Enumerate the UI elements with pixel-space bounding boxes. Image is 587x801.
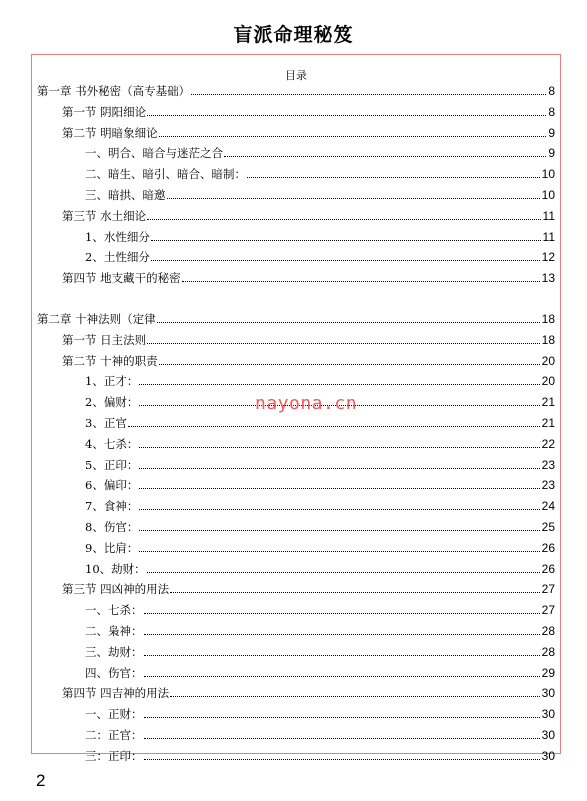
toc-entry[interactable] — [85, 703, 555, 721]
toc-entry[interactable] — [85, 662, 555, 680]
toc-dot-leader — [144, 613, 540, 614]
toc-entry[interactable] — [85, 474, 555, 492]
toc-entry[interactable] — [85, 163, 555, 181]
toc-entry-label: 5、正印： — [85, 457, 139, 472]
toc-entry-page: 21 — [541, 395, 555, 410]
toc-entry-label: 7、食神： — [85, 499, 139, 514]
toc-entry-label: 三：正印： — [85, 748, 143, 763]
toc-dot-leader — [144, 655, 540, 656]
toc-dot-leader — [151, 240, 541, 241]
toc-entry-label: 第一章 书外秘密（高专基础） — [37, 84, 191, 98]
toc-entry-page: 30 — [541, 728, 555, 742]
toc-entry[interactable] — [85, 370, 555, 388]
toc-entry[interactable] — [85, 495, 555, 513]
toc-entry-label: 三、劫财： — [85, 644, 143, 659]
toc-entry-page: 30 — [541, 748, 555, 763]
toc-dot-leader — [144, 759, 540, 760]
toc-entry-label: 2、土性细分 — [85, 250, 150, 265]
toc-entry-page: 11 — [542, 208, 555, 223]
toc-dot-leader — [182, 281, 540, 282]
toc-entry-label: 第二节 十神的职责 — [62, 353, 158, 368]
toc-entry-page: 22 — [541, 436, 555, 451]
toc-dot-leader — [139, 447, 539, 448]
toc-entry-page: 11 — [542, 229, 555, 244]
toc-entry-label: 二：正官： — [85, 728, 143, 742]
watermark-text: nayona.cn — [255, 393, 358, 414]
toc-entry[interactable] — [85, 558, 555, 576]
toc-entry-label: 8、伤官： — [85, 520, 139, 534]
toc-entry-page: 29 — [541, 665, 555, 680]
toc-dot-leader — [139, 530, 539, 531]
toc-dot-leader — [147, 115, 546, 116]
toc-entry-page: 26 — [541, 540, 555, 555]
toc-dot-leader — [139, 509, 539, 510]
toc-entry-label: 三、暗拱、暗邀 — [85, 188, 166, 202]
toc-dot-leader — [159, 136, 547, 137]
toc-entry-label: 一、明合、暗合与迷茫之合 — [85, 146, 223, 161]
toc-entry-label: 1、正才： — [85, 374, 139, 389]
toc-entry-label: 第三节 水土细论 — [62, 208, 147, 223]
toc-dot-leader — [139, 384, 539, 385]
toc-entry-page: 10 — [541, 188, 555, 202]
toc-entry-page: 30 — [541, 686, 555, 701]
toc-entry-label: 第四节 四吉神的用法 — [62, 686, 170, 701]
toc-dot-leader — [191, 94, 546, 95]
toc-entry[interactable] — [85, 516, 555, 534]
toc-entry-label: 一、七杀： — [85, 603, 143, 618]
toc-entry-page: 18 — [541, 312, 555, 326]
toc-entry[interactable] — [85, 246, 555, 264]
toc-entry[interactable] — [85, 454, 555, 472]
toc-heading: 目录 — [285, 69, 307, 82]
toc-dot-leader — [144, 676, 540, 677]
toc-entry-label: 第一节 阴阳细论 — [62, 104, 147, 119]
toc-entry[interactable] — [85, 184, 555, 202]
toc-dot-leader — [144, 717, 540, 718]
toc-entry[interactable] — [85, 433, 555, 451]
toc-dot-leader — [170, 696, 539, 697]
toc-entry-label: 10、劫财： — [85, 561, 146, 576]
toc-entry-label: 第四节 地支藏干的秘密 — [62, 271, 181, 286]
toc-entry-page: 25 — [541, 520, 555, 534]
toc-entry[interactable] — [85, 724, 555, 742]
toc-entry-page: 18 — [541, 332, 555, 347]
toc-entry-page: 8 — [548, 84, 555, 98]
toc-entry[interactable] — [62, 122, 555, 140]
toc-entry[interactable] — [62, 329, 555, 347]
toc-entry-page: 13 — [541, 271, 555, 286]
toc-dot-leader — [167, 198, 540, 199]
toc-dot-leader — [224, 156, 546, 157]
toc-entry[interactable] — [37, 80, 555, 98]
toc-entry-page: 27 — [541, 603, 555, 618]
toc-entry-label: 第一节 日主法则 — [62, 332, 147, 347]
toc-dot-leader — [139, 551, 539, 552]
toc-entry-page: 10 — [541, 167, 555, 182]
toc-entry[interactable] — [85, 745, 555, 763]
toc-entry-label: 9、比肩： — [85, 540, 139, 555]
toc-entry-label: 第二节 明暗象细论 — [62, 125, 158, 140]
toc-entry-page: 30 — [541, 707, 555, 722]
toc-dot-leader — [147, 343, 539, 344]
toc-entry-page: 26 — [541, 561, 555, 576]
toc-entry[interactable] — [85, 412, 555, 430]
toc-entry[interactable] — [37, 308, 555, 326]
toc-entry-label: 二、枭神： — [85, 624, 143, 638]
document-title: 盲派命理秘笈 — [233, 24, 354, 46]
toc-entry[interactable] — [62, 267, 555, 285]
toc-dot-leader — [144, 738, 540, 739]
toc-dot-leader — [147, 219, 540, 220]
toc-dot-leader — [151, 260, 540, 261]
toc-entry-label: 3、正官 — [85, 416, 127, 430]
toc-entry[interactable] — [85, 226, 555, 244]
toc-dot-leader — [170, 592, 539, 593]
toc-entry[interactable] — [85, 599, 555, 617]
toc-entry-page: 27 — [541, 582, 555, 597]
toc-entry[interactable] — [85, 537, 555, 555]
toc-entry[interactable] — [85, 641, 555, 659]
toc-entry[interactable] — [85, 142, 555, 160]
toc-dot-leader — [139, 488, 539, 489]
toc-entry[interactable] — [62, 682, 555, 700]
toc-entry-label: 二、暗生、暗引、暗合、暗制： — [85, 167, 246, 182]
toc-entry-page: 20 — [541, 374, 555, 389]
toc-entry-page: 21 — [541, 416, 555, 430]
toc-entry-page: 8 — [548, 104, 555, 119]
toc-entry-page: 23 — [541, 457, 555, 472]
toc-dot-leader — [247, 177, 540, 178]
toc-entry-label: 第三节 四凶神的用法 — [62, 582, 170, 597]
toc-dot-leader — [144, 634, 540, 635]
toc-dot-leader — [157, 322, 540, 323]
toc-entry[interactable] — [85, 620, 555, 638]
toc-dot-leader — [128, 426, 540, 427]
toc-entry-page: 12 — [541, 250, 555, 265]
toc-entry-page: 9 — [548, 125, 555, 140]
toc-dot-leader — [159, 364, 540, 365]
toc-entry-label: 第二章 十神法则（定律 — [37, 312, 156, 326]
toc-entry-label: 四、伤官： — [85, 665, 143, 680]
toc-entry-page: 9 — [548, 146, 555, 161]
toc-entry[interactable] — [62, 578, 555, 596]
toc-entry[interactable] — [62, 101, 555, 119]
toc-entry-page: 23 — [541, 478, 555, 493]
toc-entry-page: 24 — [541, 499, 555, 514]
toc-dot-leader — [147, 572, 540, 573]
toc-entry-page: 28 — [541, 644, 555, 659]
toc-entry-page: 28 — [541, 624, 555, 638]
toc-entry-label: 2、偏财： — [85, 395, 139, 410]
toc-entry-label: 1、水性细分 — [85, 229, 150, 244]
toc-entry-label: 一、正财： — [85, 707, 143, 722]
toc-dot-leader — [139, 468, 539, 469]
toc-entry[interactable] — [62, 205, 555, 223]
toc-entry-label: 6、偏印： — [85, 478, 139, 493]
toc-entry[interactable] — [62, 350, 555, 368]
toc-entry-page: 20 — [541, 353, 555, 368]
page-number: 2 — [36, 771, 46, 790]
toc-entry-label: 4、七杀： — [85, 436, 139, 451]
